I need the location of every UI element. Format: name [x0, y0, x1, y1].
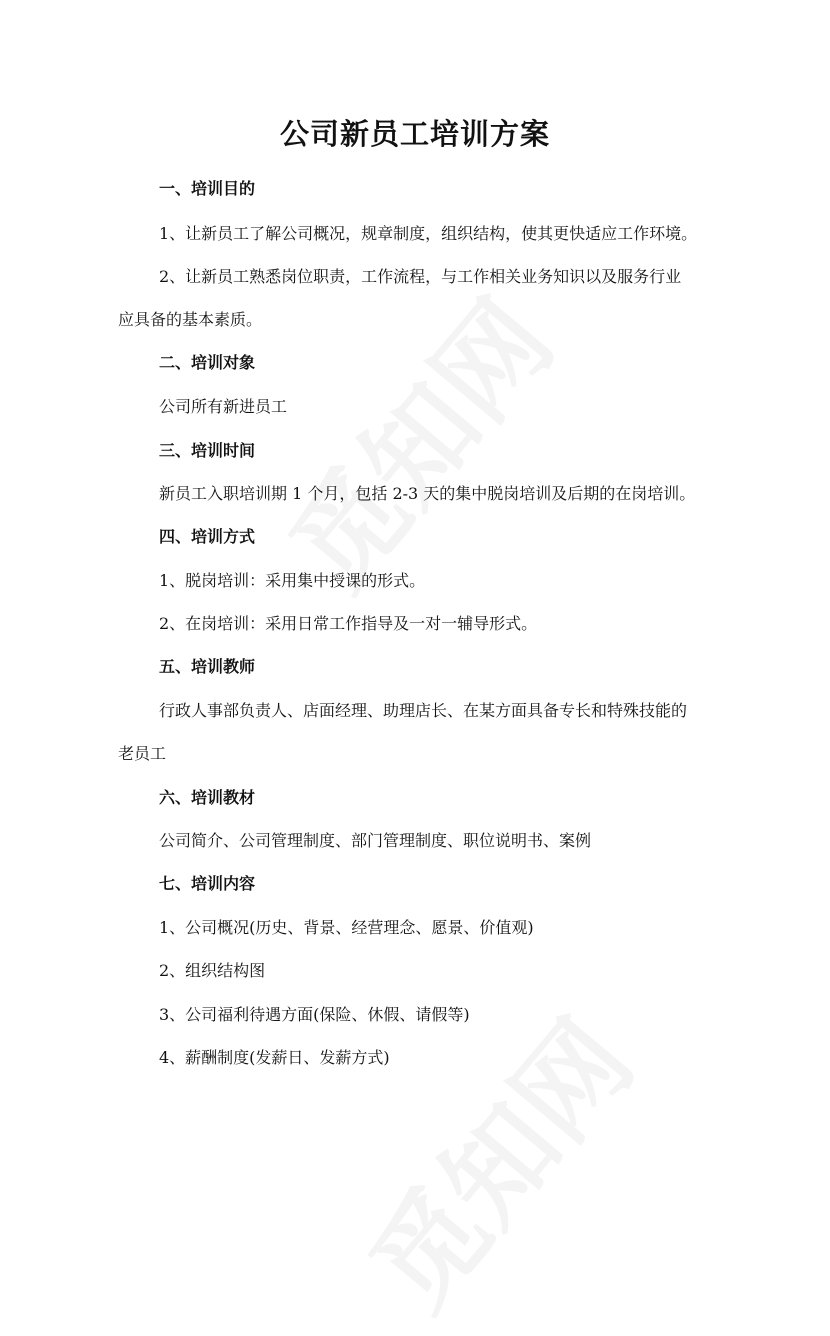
- section-heading-materials: 六、培训教材: [159, 788, 256, 807]
- section-heading-content: 七、培训内容: [159, 874, 256, 893]
- section-heading-method: 四、培训方式: [159, 527, 256, 546]
- section-heading-trainers: 五、培训教师: [159, 657, 256, 676]
- paragraph-line: 公司所有新进员工: [159, 397, 288, 416]
- section-heading-time: 三、培训时间: [159, 441, 256, 460]
- list-item: 2、组织结构图: [159, 961, 266, 980]
- paragraph-line: 公司简介、公司管理制度、部门管理制度、职位说明书、案例: [159, 831, 592, 850]
- section-heading-audience: 二、培训对象: [159, 353, 256, 372]
- list-item: 1、公司概况(历史、背景、经营理念、愿景、价值观): [159, 918, 534, 937]
- list-item: 4、薪酬制度(发薪日、发薪方式): [159, 1048, 390, 1067]
- paragraph-line: 1、脱岗培训：采用集中授课的形式。: [159, 571, 426, 590]
- watermark: [248, 262, 581, 616]
- paragraph-line: 2、让新员工熟悉岗位职责，工作流程，与工作相关业务知识以及服务行业: [159, 267, 682, 286]
- document-title: 公司新员工培训方案: [279, 117, 550, 151]
- paragraph-line-continuation: 老员工: [118, 744, 167, 763]
- section-heading-purpose: 一、培训目的: [159, 179, 256, 198]
- list-item: 3、公司福利待遇方面(保险、休假、请假等): [159, 1005, 470, 1024]
- paragraph-line: 2、在岗培训：采用日常工作指导及一对一辅导形式。: [159, 614, 538, 633]
- paragraph-line-continuation: 应具备的基本素质。: [118, 310, 263, 329]
- paragraph-line: 1、让新员工了解公司概况，规章制度，组织结构，使其更快适应工作环境。: [159, 224, 698, 243]
- paragraph-line: 新员工入职培训期 1 个月，包括 2-3 天的集中脱岗培训及后期的在岗培训。: [159, 484, 696, 503]
- watermark-bottom: [328, 982, 661, 1336]
- paragraph-line: 行政人事部负责人、店面经理、助理店长、在某方面具备专长和特殊技能的: [159, 701, 688, 720]
